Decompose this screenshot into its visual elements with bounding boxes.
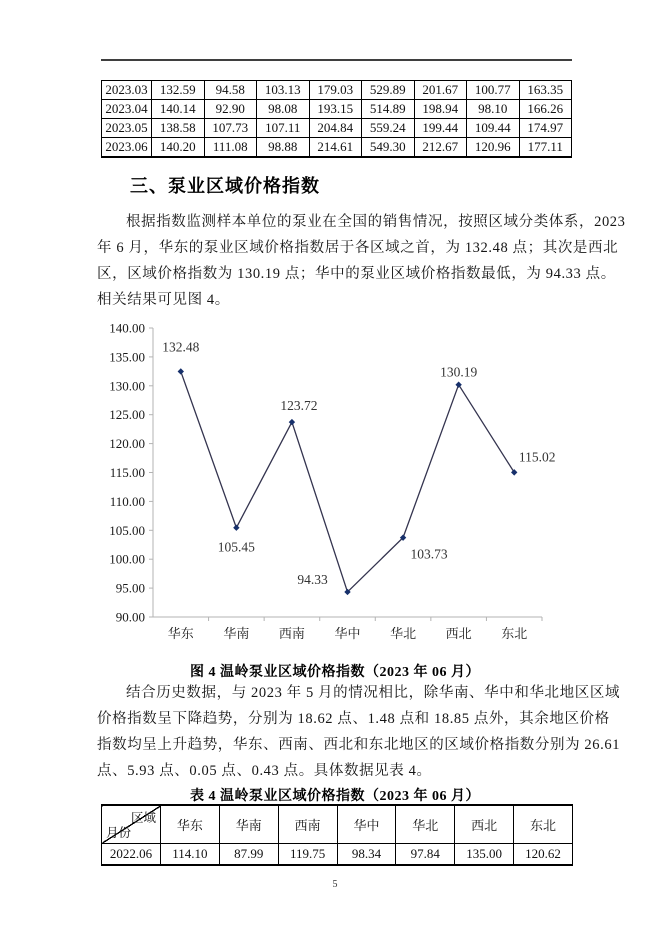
- column-header: 华东: [161, 805, 220, 844]
- y-axis-label: 110.00: [109, 493, 145, 509]
- column-header: 东北: [514, 805, 573, 844]
- x-axis-label: 西北: [445, 626, 472, 641]
- regional-price-index-chart: [95, 322, 580, 657]
- table-cell: 87.99: [219, 844, 278, 866]
- table-cell: 199.44: [414, 119, 467, 138]
- table-cell: 212.67: [414, 138, 467, 158]
- x-axis-label: 华南: [223, 626, 250, 641]
- table-cell: 94.58: [204, 81, 257, 100]
- x-axis-label: 华北: [390, 626, 417, 641]
- paragraph-region-summary: [97, 209, 626, 313]
- table-cell: 138.58: [152, 119, 205, 138]
- data-point-marker: [289, 419, 295, 425]
- table-header-row: [102, 805, 573, 844]
- text-line: 根据指数监测样本单位的泵业在全国的销售情况，按照区域分类体系，2023: [126, 214, 626, 230]
- y-axis-label: 130.00: [109, 378, 145, 394]
- table-cell: 529.89: [362, 81, 415, 100]
- table-cell: 549.30: [362, 138, 415, 158]
- table-caption: 表 4 温岭泵业区域价格指数（2023 年 06 月）: [190, 789, 480, 804]
- table-cell: 120.62: [514, 844, 573, 866]
- column-header: 华南: [219, 805, 278, 844]
- table-cell: 107.73: [204, 119, 257, 138]
- table-cell: 140.20: [152, 138, 205, 158]
- table-cell: 103.13: [257, 81, 310, 100]
- table-cell: 98.88: [257, 138, 310, 158]
- diagonal-header-cell: [102, 805, 161, 844]
- corner-label-region: 区域: [130, 811, 156, 825]
- table-cell: 98.10: [467, 100, 520, 119]
- table-row: [102, 138, 572, 158]
- data-point-label: 94.33: [297, 571, 328, 587]
- table-cell: 2023.06: [102, 138, 152, 158]
- table-cell: 198.94: [414, 100, 467, 119]
- table-cell: 2023.04: [102, 100, 152, 119]
- table-cell: 214.61: [309, 138, 362, 158]
- data-point-marker: [178, 368, 184, 374]
- table-row: [102, 844, 573, 866]
- table-cell: 114.10: [161, 844, 220, 866]
- data-point-label: 103.73: [410, 546, 448, 562]
- axis-line: [153, 328, 542, 617]
- data-point-label: 130.19: [440, 364, 478, 380]
- column-header: 华北: [396, 805, 455, 844]
- data-point-label: 123.72: [280, 398, 318, 414]
- y-axis-label: 100.00: [109, 551, 145, 567]
- data-point-label: 132.48: [162, 339, 200, 355]
- table-row: [102, 81, 572, 100]
- text-line: 年 6 月，华东的泵业区域价格指数居于各区域之首，为 132.48 点；其次是西北: [97, 240, 619, 256]
- x-axis-label: 东北: [501, 626, 528, 641]
- data-point-marker: [233, 524, 239, 530]
- line-chart: [95, 322, 580, 657]
- data-point-label: 105.45: [217, 539, 255, 555]
- table-cell: 2023.05: [102, 119, 152, 138]
- data-point-label: 115.02: [518, 449, 556, 465]
- column-header: 西南: [278, 805, 337, 844]
- y-axis-label: 135.00: [109, 349, 145, 365]
- chart-line: [181, 371, 514, 592]
- table-cell: 166.26: [519, 100, 572, 119]
- table-cell: 98.08: [257, 100, 310, 119]
- y-axis-label: 125.00: [109, 407, 145, 423]
- regional-price-index-table: [101, 804, 573, 866]
- table-cell: 119.75: [278, 844, 337, 866]
- data-point-marker: [511, 469, 517, 475]
- table-row: [102, 100, 572, 119]
- table-top-rule: [101, 59, 572, 61]
- table-cell: 107.11: [257, 119, 310, 138]
- text-line: 指数均呈上升趋势，华东、西南、西北和东北地区的区域价格指数分别为 26.61: [97, 737, 621, 753]
- table-cell: 100.77: [467, 81, 520, 100]
- text-line: 价格指数呈下降趋势，分别为 18.62 点、1.48 点和 18.85 点外，其余地区价格: [97, 711, 610, 727]
- y-axis-label: 140.00: [109, 322, 145, 336]
- table-cell: 514.89: [362, 100, 415, 119]
- x-axis-label: 华中: [334, 626, 361, 641]
- price-index-table-continuation: [101, 80, 572, 158]
- text-line: 点、5.93 点、0.05 点、0.43 点。具体数据见表 4。: [97, 763, 432, 779]
- row-header-month: 2022.06: [102, 844, 161, 866]
- table-cell: 193.15: [309, 100, 362, 119]
- corner-label-month: 月份: [106, 826, 132, 840]
- y-axis-label: 115.00: [109, 465, 145, 480]
- y-axis-label: 95.00: [115, 580, 145, 596]
- y-axis-label: 90.00: [115, 609, 145, 625]
- text-line: 区，区域价格指数为 130.19 点；华中的泵业区域价格指数最低，为 94.33 点。: [97, 266, 616, 282]
- table-cell: 111.08: [204, 138, 257, 158]
- table-cell: 204.84: [309, 119, 362, 138]
- column-header: 华中: [337, 805, 396, 844]
- paragraph-history-comparison: [97, 680, 621, 784]
- table-cell: 120.96: [467, 138, 520, 158]
- x-axis-label: 华东: [167, 626, 194, 641]
- x-axis-label: 西南: [278, 626, 305, 641]
- table-cell: 163.35: [519, 81, 572, 100]
- table-cell: 174.97: [519, 119, 572, 138]
- table-cell: 140.14: [152, 100, 205, 119]
- text-line: 相关结果可见图 4。: [97, 292, 230, 308]
- table-cell: 135.00: [455, 844, 514, 866]
- table-cell: 177.11: [519, 138, 572, 158]
- table-cell: 179.03: [309, 81, 362, 100]
- table-cell: 109.44: [467, 119, 520, 138]
- table-cell: 201.67: [414, 81, 467, 100]
- table-cell: 92.90: [204, 100, 257, 119]
- y-axis-label: 105.00: [109, 522, 145, 538]
- y-axis-label: 120.00: [109, 436, 145, 452]
- section-heading: 三、泵业区域价格指数: [130, 176, 320, 196]
- table-cell: 132.59: [152, 81, 205, 100]
- table-row: [102, 119, 572, 138]
- table-cell: 559.24: [362, 119, 415, 138]
- table-cell: 2023.03: [102, 81, 152, 100]
- table-cell: 97.84: [396, 844, 455, 866]
- figure-caption: 图 4 温岭泵业区域价格指数（2023 年 06 月）: [190, 665, 480, 680]
- text-line: 结合历史数据，与 2023 年 5 月的情况相比，除华南、华中和华北地区区域: [126, 685, 621, 701]
- table-cell: 98.34: [337, 844, 396, 866]
- data-point-marker: [455, 382, 461, 388]
- page-number: 5: [332, 879, 338, 890]
- column-header: 西北: [455, 805, 514, 844]
